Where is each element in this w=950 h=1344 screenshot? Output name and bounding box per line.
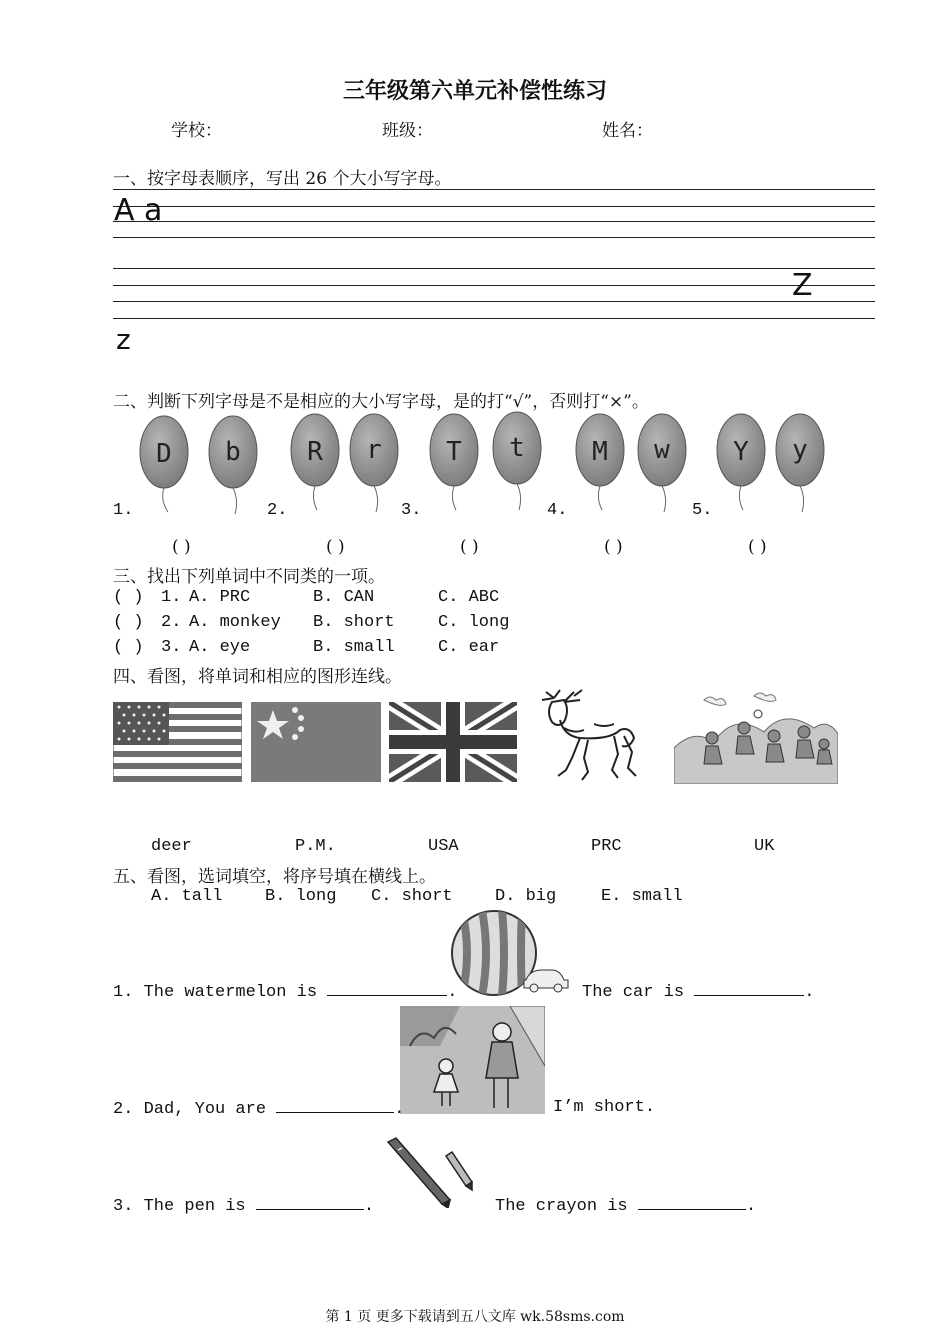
section3-heading: 三、找出下列单词中不同类的一项。 bbox=[113, 567, 385, 587]
answer-paren[interactable]: ( ) bbox=[604, 537, 623, 557]
answer-paren[interactable]: ( ) bbox=[172, 537, 191, 557]
watermelon-and-car-image bbox=[448, 910, 572, 996]
question-number: 2. bbox=[161, 613, 182, 632]
q2-text-b: I’m short. bbox=[553, 1098, 656, 1117]
section1-heading: 一、按字母表顺序，写出 26 个大小写字母。 bbox=[113, 169, 452, 189]
q2-text-a: 2. Dad, You are . bbox=[113, 1100, 405, 1119]
balloon-3-left bbox=[430, 414, 478, 510]
balloon-letter: M bbox=[592, 437, 608, 467]
option-b: B. long bbox=[265, 887, 337, 906]
uk-flag-image bbox=[389, 702, 517, 782]
pair-number: 3. bbox=[401, 501, 422, 520]
children-playing-image bbox=[674, 688, 838, 784]
section4-heading: 四、看图，将单词和相应的图形连线。 bbox=[113, 667, 402, 687]
sample-letter-z-upper: Z bbox=[792, 268, 813, 303]
option-e: E. small bbox=[601, 887, 683, 906]
q3-blank-b[interactable] bbox=[638, 1195, 746, 1210]
balloon-3-right bbox=[493, 412, 541, 510]
school-label: 学校： bbox=[171, 121, 222, 141]
option-c: C. long bbox=[438, 613, 510, 632]
class-label: 班级： bbox=[382, 121, 433, 141]
sample-letters-start: A a bbox=[114, 193, 163, 228]
pair-number: 1. bbox=[113, 501, 134, 520]
q3-blank-a[interactable] bbox=[256, 1195, 364, 1210]
pair-number: 2. bbox=[267, 501, 288, 520]
pair-number: 5. bbox=[692, 501, 713, 520]
balloon-5-left bbox=[717, 414, 765, 510]
word-pm[interactable]: P.M. bbox=[295, 837, 336, 856]
name-label: 姓名： bbox=[602, 121, 653, 141]
q1-blank-a[interactable] bbox=[327, 981, 447, 996]
answer-paren[interactable]: ( ) bbox=[113, 638, 144, 657]
section5-heading: 五、看图，选词填空，将序号填在横线上。 bbox=[113, 867, 436, 887]
balloon-letter: t bbox=[509, 433, 525, 463]
balloon-letter: D bbox=[156, 439, 172, 469]
option-c: C. short bbox=[371, 887, 453, 906]
question-number: 1. bbox=[161, 588, 182, 607]
balloon-letter: b bbox=[225, 437, 241, 467]
option-a: A. eye bbox=[189, 638, 251, 657]
balloon-4-right bbox=[638, 414, 686, 512]
balloon-letter: R bbox=[307, 437, 323, 467]
page-title: 三年级第六单元补偿性练习 bbox=[342, 78, 607, 104]
answer-paren[interactable]: ( ) bbox=[113, 613, 144, 632]
option-c: C. ear bbox=[438, 638, 500, 657]
balloon-5-right bbox=[776, 414, 824, 512]
option-b: B. small bbox=[313, 638, 395, 657]
word-uk[interactable]: UK bbox=[754, 837, 775, 856]
word-prc[interactable]: PRC bbox=[591, 837, 622, 856]
option-a: A. tall bbox=[151, 887, 223, 906]
answer-paren[interactable]: ( ) bbox=[113, 588, 144, 607]
answer-paren[interactable]: ( ) bbox=[748, 537, 767, 557]
option-a: A. monkey bbox=[189, 613, 281, 632]
dad-and-child-image bbox=[400, 1006, 545, 1114]
answer-paren[interactable]: ( ) bbox=[460, 537, 479, 557]
option-b: B. CAN bbox=[313, 588, 375, 607]
deer-image bbox=[524, 688, 649, 784]
balloon-letter: T bbox=[446, 437, 462, 467]
page-footer: 第 1 页 更多下载请到五八文库 wk.58sms.com bbox=[325, 1309, 625, 1325]
question-number: 3. bbox=[161, 638, 182, 657]
q1-text-b: The car is . bbox=[582, 983, 815, 1002]
balloons-figure bbox=[0, 0, 950, 530]
sample-letter-z-lower: z bbox=[116, 323, 131, 356]
option-a: A. PRC bbox=[189, 588, 251, 607]
q1-blank-b[interactable] bbox=[694, 981, 804, 996]
balloon-letter: w bbox=[654, 435, 670, 465]
balloon-2-right bbox=[350, 414, 398, 512]
section2-heading: 二、判断下列字母是不是相应的大小写字母，是的打“√”，否则打“×”。 bbox=[113, 392, 649, 412]
usa-flag-image bbox=[113, 702, 242, 782]
option-d: D. big bbox=[495, 887, 557, 906]
balloon-4-left bbox=[576, 414, 624, 510]
pen-and-crayon-image bbox=[384, 1136, 480, 1208]
answer-paren[interactable]: ( ) bbox=[326, 537, 345, 557]
option-c: C. ABC bbox=[438, 588, 500, 607]
balloon-letter: Y bbox=[733, 437, 749, 467]
q1-text-a: 1. The watermelon is . bbox=[113, 983, 458, 1002]
q3-text-a: 3. The pen is . bbox=[113, 1197, 375, 1216]
balloon-1-left bbox=[140, 416, 188, 512]
balloon-1-right bbox=[209, 416, 257, 514]
balloon-letter: y bbox=[792, 435, 808, 465]
balloon-2-left bbox=[291, 414, 339, 510]
word-deer[interactable]: deer bbox=[151, 837, 192, 856]
china-flag-image bbox=[251, 702, 381, 782]
q2-blank[interactable] bbox=[276, 1098, 394, 1113]
q3-text-b: The crayon is . bbox=[495, 1197, 757, 1216]
word-usa[interactable]: USA bbox=[428, 837, 459, 856]
option-b: B. short bbox=[313, 613, 395, 632]
balloon-letter: r bbox=[366, 435, 382, 465]
pair-number: 4. bbox=[547, 501, 568, 520]
